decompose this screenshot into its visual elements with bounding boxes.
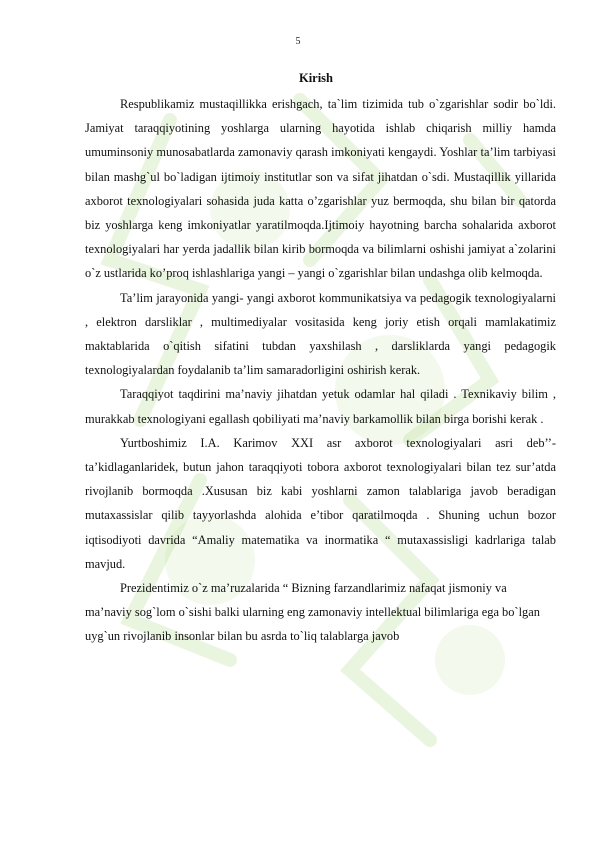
paragraph: Yurtboshimiz I.A. Karimov XXI asr axborot texnologiyalari asri deb’’- ta’kidlaganlaridek, butun jahon taraqqiyoti tobora axborot texnologiyalari bilan tez sur’atda rivojlanib bormoqda .Xususan biz kabi yoshlarni zamon talablariga javob beradigan mutaxassislar qilib tayyorlashda alohida e’tibor qaratilmoqda . Shuning uchun bozor iqtisodiyoti davrida “Amaliy matematika va inormatika “ mutaxassisligi kadrlariga talab mavjud. [85, 435, 556, 571]
paragraph: Respublikamiz mustaqillikka erishgach, ta`lim tizimida tub o`zgarishlar sodir bo`ldi. Jamiyat taraqqiyotining yoshlarga ularning hayotida ishlab chiqarish milliy hamda umuminsoniy munosabatlarda zamonaviy qarash imkoniyati kengaydi. Yoshlar ta’lim tarbiyasi bilan mashg`ul bo`ladigan ijtimoiy institutlar son va sifat jihatdan o`sdi. Mustaqillik yillarida axborot texnologiyalari sohasida juda katta o’zgarishlar yuz bermoqda, shu bilan bir qatorda biz yoshlarga keng imkoniyatlar yaratilmoqda.Ijtimoiy hayotning barcha sohalarida axborot texnologiyalari har yerda jadallik bilan kirib bormoqda va bilimlarni oshishi jamiyat a`zolarini o`z ustlarida ko’proq ishlashlariga yangi – yangi o`zgarishlar bilan undashga olib kelmoqda. [85, 97, 556, 281]
page-number: 5 [295, 36, 301, 47]
paragraph: Ta’lim jarayonida yangi- yangi axborot kommunikatsiya va pedagogik texnologiyalarni , elektron darsliklar , multimediyalar vositasida keng joriy etish orqali mamlakatimiz maktablarida o`qitish sifatini tubdan yaxshilash , darsliklarda yangi pedagogik texnologiyalardan foydalanib ta’lim samaradorligini oshirish kerak. [85, 290, 556, 378]
section-title: Kirish [298, 71, 334, 85]
paragraph: Prezidentimiz o`z ma’ruzalarida “ Bizning farzandlarimiz nafaqat jismoniy va ma’naviy sog`lom o`sishi balki ularning eng zamonaviy intellektual bilimlariga ega bo`lgan uyg`un rivojlanib insonlar bilan bu asrda to`liq talablarga javob [85, 581, 540, 644]
paragraph: Taraqqiyot taqdirini ma’naviy jihatdan yetuk odamlar hal qiladi . Texnikaviy bilim , murakkab texnologiyani egallash qobiliyati ma’naviy barkamollik bilan birga borishi kerak . [85, 387, 556, 426]
body-text [85, 92, 556, 649]
